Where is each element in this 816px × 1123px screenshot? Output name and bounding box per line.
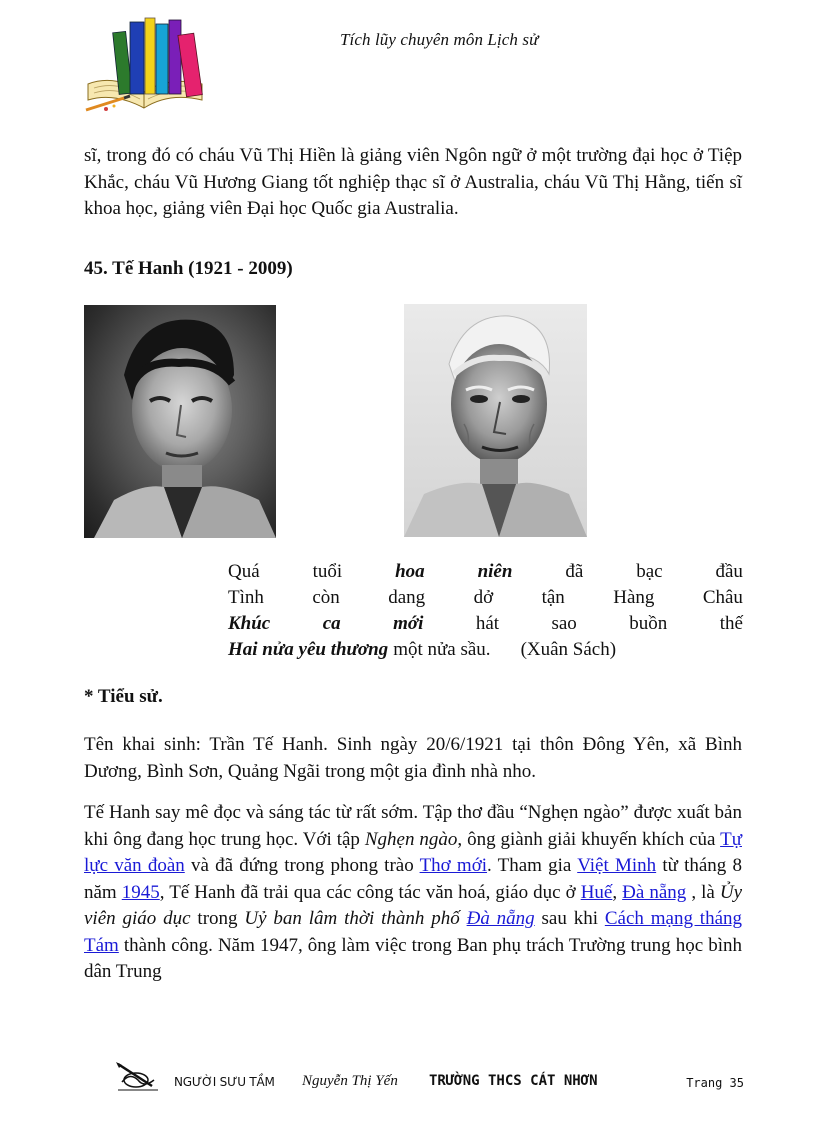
text-run: , là: [686, 881, 720, 903]
section-heading: 45. Tế Hanh (1921 - 2009): [84, 258, 293, 279]
bio-heading: * Tiểu sử.: [84, 686, 163, 707]
page-number: Trang 35: [686, 1076, 744, 1090]
link-viet-minh[interactable]: Việt Minh: [577, 855, 657, 876]
link-1945[interactable]: 1945: [121, 881, 160, 903]
poem-word: thế: [719, 613, 743, 634]
poem-word: Hàng: [613, 587, 655, 608]
poem-word: tận: [541, 587, 565, 608]
poem-line-3: [228, 611, 743, 637]
text-run: thành công. Năm 1947, ông làm việc trong Ban phụ trách Trường trung học bình dân Trung: [84, 934, 742, 982]
poem-word: còn: [312, 587, 340, 608]
header-title: Tích lũy chuyên môn Lịch sử: [340, 30, 539, 49]
poem-bold-phrase: Hai nửa yêu thương: [228, 639, 389, 660]
poem-word: đầu: [715, 561, 743, 582]
portrait-elderly-photo: [404, 304, 587, 537]
italic-run: Nghẹn ngào: [364, 828, 458, 850]
poem-line-2: [228, 585, 743, 611]
portrait-young-photo: [84, 305, 276, 538]
poem-word: Quá: [228, 561, 260, 582]
poem-line-1: [228, 559, 743, 585]
poem-word: dở: [473, 587, 494, 608]
italic-run: Ủy viên giáo dục: [84, 881, 743, 929]
text-run: sau khi: [534, 908, 605, 929]
poem-word: Châu: [702, 587, 743, 608]
poem-word: bạc: [636, 561, 663, 582]
bio-paragraph-2: [84, 800, 742, 986]
collector-label: NGƯỜI SƯU TẦM: [174, 1075, 275, 1089]
books-logo-icon: [84, 14, 209, 114]
text-run: , ông giành giải khuyến khích của: [457, 828, 721, 850]
text-run: từ tháng 8 năm: [84, 855, 743, 903]
poem-word: buồn: [629, 613, 668, 634]
page-footer: [84, 1060, 744, 1100]
text-run: trong: [190, 908, 245, 929]
link-tu-luc-van-doan[interactable]: Tự lực văn đoàn: [84, 828, 742, 876]
author-name: Nguyễn Thị Yến: [302, 1073, 398, 1089]
school-name: TRƯỜNG THCS CÁT NHƠN: [429, 1073, 598, 1089]
text-run: . Tham gia: [487, 855, 578, 876]
poem-word: sao: [551, 613, 577, 634]
link-cach-mang-thang-tam[interactable]: Cách mạng tháng Tám: [84, 908, 743, 956]
poem-word: Khúc: [228, 613, 271, 634]
poem-word: đã: [565, 561, 584, 582]
italic-run: Uỷ ban lâm thời thành phố: [244, 908, 460, 929]
link-da-nang-2[interactable]: Đà nẵng: [466, 908, 535, 929]
poem-word: dang: [388, 587, 426, 608]
poem-word: Tình: [228, 587, 264, 608]
poem-block: [228, 559, 743, 663]
poem-word: tuổi: [312, 561, 343, 582]
link-tho-moi[interactable]: Thơ mới: [419, 855, 488, 876]
intro-paragraph: sĩ, trong đó có cháu Vũ Thị Hiền là giảng viên Ngôn ngữ ở một trường đại học ở Tiệp Khắc, cháu Vũ Hương Giang tốt nghiệp thạc sĩ ở Australia, cháu Vũ Thị Hằng, tiến sĩ khoa học, giảng viên Đại học Quốc gia Australia.: [84, 145, 742, 219]
link-da-nang[interactable]: Đà nẵng: [622, 881, 687, 903]
poem-word: mới: [393, 613, 424, 634]
poem-rest: một nửa sầu.: [393, 639, 491, 660]
text-run: , Tế Hanh đã trải qua các công tác văn hoá, giáo dục ở: [159, 881, 581, 903]
poem-word: hát: [475, 613, 500, 634]
text-run: và đã đứng trong phong trào: [184, 855, 420, 876]
pen-writing-icon: [114, 1060, 160, 1092]
poem-word: ca: [322, 613, 341, 634]
poem-word: hoa: [395, 561, 425, 582]
poem-word: niên: [477, 561, 513, 582]
link-hue[interactable]: Huế: [580, 881, 613, 903]
bio-paragraph-1: Tên khai sinh: Trần Tế Hanh. Sinh ngày 20/6/1921 tại thôn Đông Yên, xã Bình Dương, Bình Sơn, Quảng Ngãi trong một gia đình nhà nho.: [84, 734, 742, 782]
text-run: [460, 908, 467, 929]
text-run: ,: [612, 881, 623, 903]
poem-line-4: [228, 637, 743, 663]
poem-attribution: (Xuân Sách): [520, 639, 617, 660]
text-run: Tế Hanh say mê đọc và sáng tác từ rất sớm. Tập thơ đầu “Nghẹn ngào” được xuất bản khi ông đang học trung học. Với tập: [84, 802, 742, 850]
